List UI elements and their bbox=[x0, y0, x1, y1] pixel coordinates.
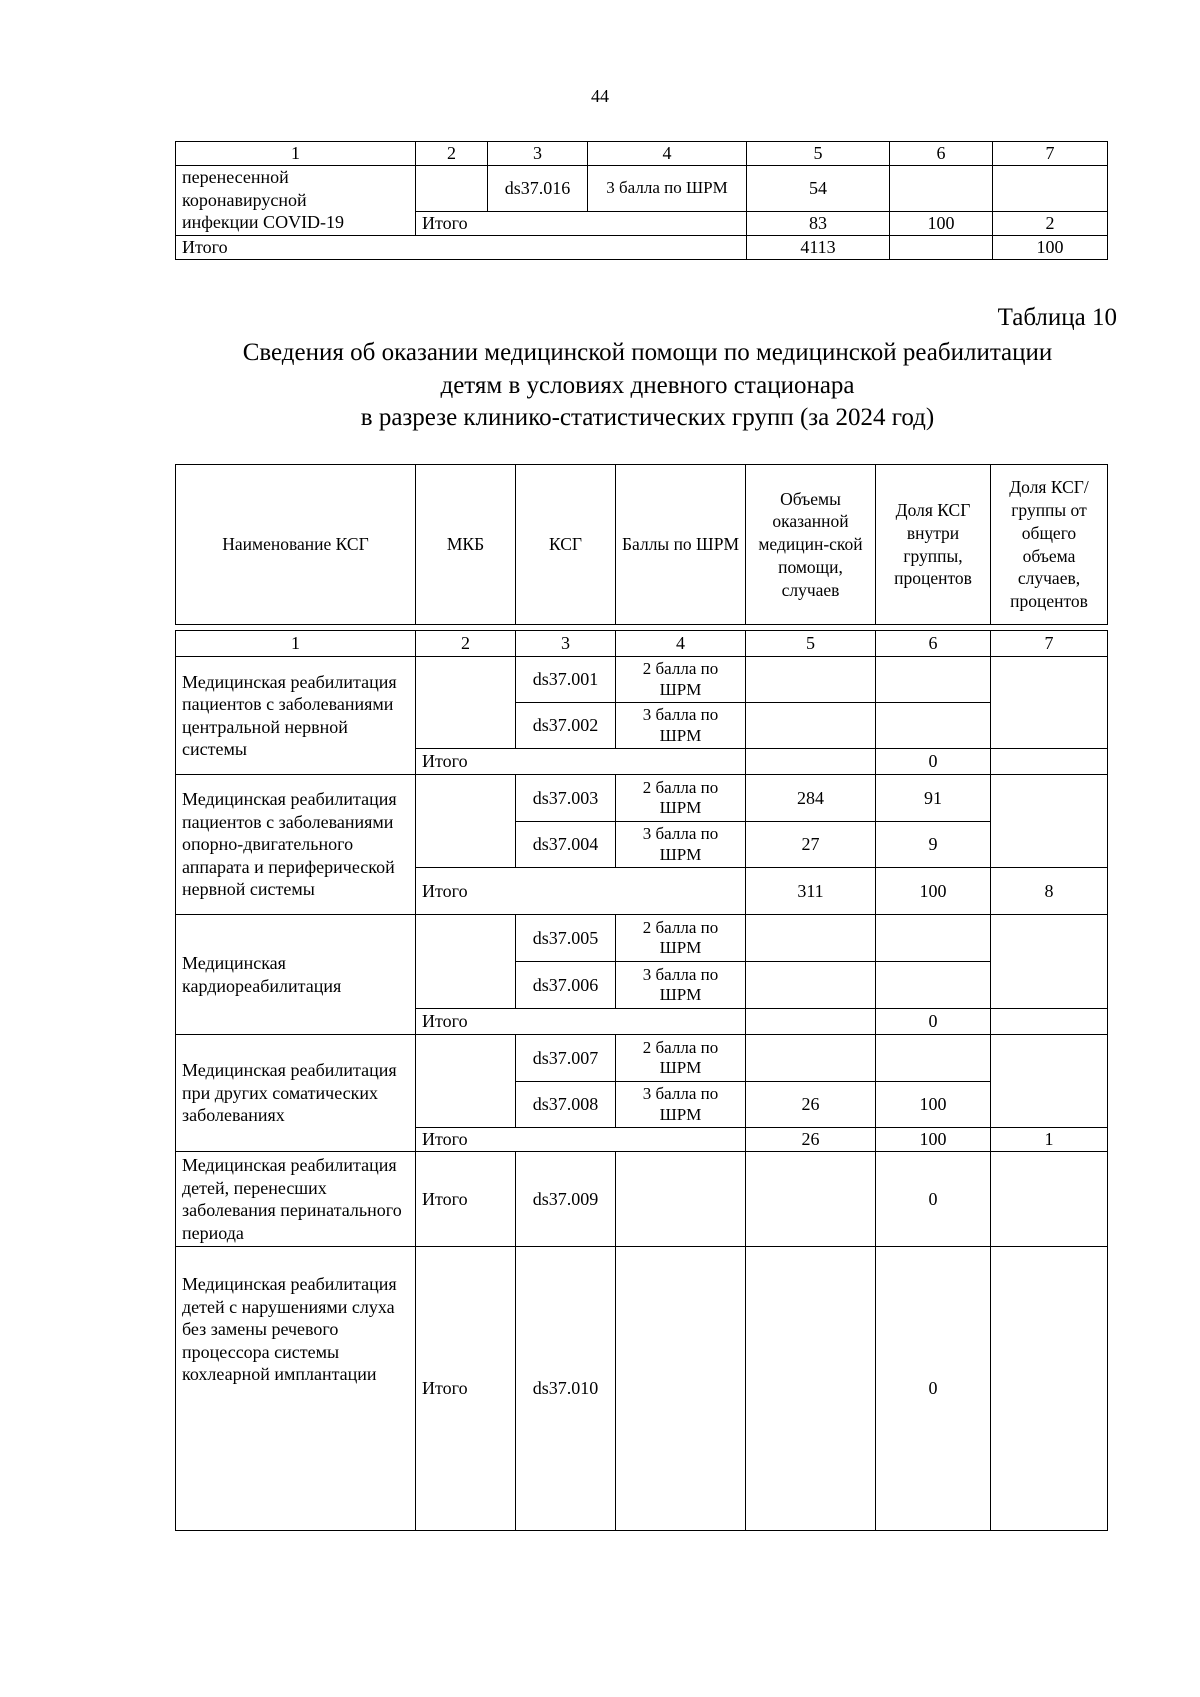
table-row bbox=[176, 1152, 1108, 1247]
ksg-name-line: инфекции COVID-19 bbox=[182, 212, 345, 232]
total-share-empty bbox=[890, 235, 993, 259]
table-row bbox=[176, 1035, 1108, 1082]
share-cell bbox=[876, 1035, 991, 1082]
col-number-5: 5 bbox=[746, 631, 876, 657]
header-total-share: Доля КСГ/ группы от общего объема случаев, процентов bbox=[991, 465, 1108, 625]
subtotal-share: 0 bbox=[876, 749, 991, 775]
ksg-code-cell: ds37.001 bbox=[516, 657, 616, 703]
column-number-row bbox=[176, 142, 1108, 166]
share-cell: 0 bbox=[876, 1247, 991, 1531]
total-row bbox=[176, 235, 1108, 259]
subtotal-total-share: 2 bbox=[993, 212, 1108, 236]
subtotal-volume bbox=[746, 1009, 876, 1035]
total-share-cell bbox=[991, 1035, 1108, 1128]
col-number-2: 2 bbox=[416, 631, 516, 657]
table-row bbox=[176, 166, 1108, 212]
table-title-line: в разрезе клинико-статистических групп (за 2024 год) bbox=[360, 404, 935, 431]
share-cell bbox=[890, 166, 993, 212]
table-title-line: Сведения об оказании медицинской помощи по медицинской реабилитации bbox=[242, 339, 1053, 366]
total-share: 100 bbox=[993, 235, 1108, 259]
table-number: Таблица 10 bbox=[997, 304, 1117, 331]
volume-cell: 27 bbox=[746, 822, 876, 868]
subtotal-label: Итого bbox=[416, 1009, 746, 1035]
subtotal-total-share bbox=[991, 1009, 1108, 1035]
page-number: 44 bbox=[591, 86, 609, 106]
ksg-name-cell: Медицинская реабилитация пациентов с заболеваниями опорно-двигательного аппарата и периферической нервной системы bbox=[176, 775, 416, 915]
share-cell: 0 bbox=[876, 1152, 991, 1247]
col-number-2: 2 bbox=[416, 142, 488, 166]
subtotal-total-share bbox=[991, 749, 1108, 775]
continuation-table bbox=[175, 141, 1108, 260]
table-row bbox=[176, 775, 1108, 822]
subtotal-label: Итого bbox=[416, 212, 747, 236]
ksg-code-cell: ds37.010 bbox=[516, 1247, 616, 1531]
col-number-4: 4 bbox=[588, 142, 747, 166]
subtotal-share: 0 bbox=[876, 1009, 991, 1035]
score-cell: 2 балла по ШРМ bbox=[616, 915, 746, 962]
subtotal-share: 100 bbox=[890, 212, 993, 236]
subtotal-volume: 26 bbox=[746, 1128, 876, 1152]
total-share-cell bbox=[991, 1247, 1108, 1531]
ksg-name-cell: Медицинская реабилитация детей, перенесших заболевания перинатального периода bbox=[176, 1152, 416, 1247]
col-number-6: 6 bbox=[890, 142, 993, 166]
volume-cell bbox=[746, 703, 876, 749]
ksg-code-cell: ds37.005 bbox=[516, 915, 616, 962]
col-number-3: 3 bbox=[516, 631, 616, 657]
score-cell: 2 балла по ШРМ bbox=[616, 1035, 746, 1082]
mkb-cell bbox=[416, 915, 516, 1009]
table-row bbox=[176, 657, 1108, 703]
column-number-row bbox=[176, 631, 1108, 657]
total-label: Итого bbox=[176, 235, 747, 259]
ksg-name-cell bbox=[176, 1247, 416, 1531]
share-cell bbox=[876, 703, 991, 749]
col-number-1: 1 bbox=[176, 142, 416, 166]
header-score: Баллы по ШРМ bbox=[616, 465, 746, 625]
volume-cell: 284 bbox=[746, 775, 876, 822]
share-cell: 9 bbox=[876, 822, 991, 868]
mkb-cell: Итого bbox=[416, 1247, 516, 1531]
table-title bbox=[175, 337, 1120, 435]
col-number-4: 4 bbox=[616, 631, 746, 657]
total-share-cell bbox=[991, 775, 1108, 868]
header-ksg-name: Наименование КСГ bbox=[176, 465, 416, 625]
volume-cell bbox=[746, 657, 876, 703]
subtotal-label: Итого bbox=[416, 749, 746, 775]
ksg-code-cell: ds37.009 bbox=[516, 1152, 616, 1247]
mkb-cell: Итого bbox=[416, 1152, 516, 1247]
score-cell: 3 балла по ШРМ bbox=[588, 166, 747, 212]
ksg-name-line: коронавирусной bbox=[182, 189, 307, 210]
share-cell: 100 bbox=[876, 1082, 991, 1128]
table-row bbox=[176, 1247, 1108, 1531]
subtotal-volume bbox=[746, 749, 876, 775]
score-cell: 3 балла по ШРМ bbox=[616, 962, 746, 1009]
subtotal-label: Итого bbox=[416, 868, 746, 915]
header-ksg: КСГ bbox=[516, 465, 616, 625]
subtotal-share: 100 bbox=[876, 1128, 991, 1152]
volume-cell bbox=[746, 915, 876, 962]
mkb-cell bbox=[416, 775, 516, 868]
total-share-cell bbox=[991, 657, 1108, 749]
ksg-code-cell: ds37.003 bbox=[516, 775, 616, 822]
subtotal-label: Итого bbox=[416, 1128, 746, 1152]
ksg-name-cell bbox=[176, 166, 416, 236]
mkb-cell bbox=[416, 657, 516, 749]
ksg-code-cell: ds37.008 bbox=[516, 1082, 616, 1128]
ksg-name-cell: Медицинская реабилитация пациентов с заболеваниями центральной нервной системы bbox=[176, 657, 416, 775]
mkb-cell bbox=[416, 166, 488, 212]
score-cell bbox=[616, 1247, 746, 1531]
subtotal-volume: 83 bbox=[747, 212, 890, 236]
subtotal-volume: 311 bbox=[746, 868, 876, 915]
volume-cell bbox=[746, 962, 876, 1009]
total-share-cell bbox=[993, 166, 1108, 212]
col-number-7: 7 bbox=[993, 142, 1108, 166]
share-cell bbox=[876, 962, 991, 1009]
table-row bbox=[176, 915, 1108, 962]
ksg-code-cell: ds37.016 bbox=[488, 166, 588, 212]
table-header bbox=[175, 464, 1108, 625]
header-volume: Объемы оказанной медицин-ской помощи, случаев bbox=[746, 465, 876, 625]
score-cell: 2 балла по ШРМ bbox=[616, 775, 746, 822]
volume-cell: 26 bbox=[746, 1082, 876, 1128]
score-cell: 3 балла по ШРМ bbox=[616, 822, 746, 868]
col-number-7: 7 bbox=[991, 631, 1108, 657]
col-number-5: 5 bbox=[747, 142, 890, 166]
table-title-line: детям в условиях дневного стационара bbox=[440, 371, 855, 399]
score-cell: 3 балла по ШРМ bbox=[616, 1082, 746, 1128]
ksg-name-cell: Медицинская кардиореабилитация bbox=[176, 915, 416, 1035]
col-number-6: 6 bbox=[876, 631, 991, 657]
total-share-cell bbox=[991, 915, 1108, 1009]
volume-cell bbox=[746, 1152, 876, 1247]
col-number-3: 3 bbox=[488, 142, 588, 166]
header-mkb: МКБ bbox=[416, 465, 516, 625]
ksg-name-text: Медицинская реабилитация детей с нарушениями слуха без замены речевого процессора системы кохлеарной имплантации bbox=[182, 1274, 397, 1384]
mkb-cell bbox=[416, 1035, 516, 1128]
ksg-code-cell: ds37.004 bbox=[516, 822, 616, 868]
ksg-code-cell: ds37.002 bbox=[516, 703, 616, 749]
total-share-cell bbox=[991, 1152, 1108, 1247]
subtotal-share: 100 bbox=[876, 868, 991, 915]
subtotal-total-share: 8 bbox=[991, 868, 1108, 915]
score-cell: 3 балла по ШРМ bbox=[616, 703, 746, 749]
volume-cell: 54 bbox=[747, 166, 890, 212]
score-cell: 2 балла по ШРМ bbox=[616, 657, 746, 703]
volume-cell bbox=[746, 1247, 876, 1531]
total-volume: 4113 bbox=[747, 235, 890, 259]
volume-cell bbox=[746, 1035, 876, 1082]
ksg-name-cell: Медицинская реабилитация при других соматических заболеваниях bbox=[176, 1035, 416, 1152]
col-number-1: 1 bbox=[176, 631, 416, 657]
share-cell bbox=[876, 915, 991, 962]
ksg-code-cell: ds37.007 bbox=[516, 1035, 616, 1082]
subtotal-total-share: 1 bbox=[991, 1128, 1108, 1152]
score-cell bbox=[616, 1152, 746, 1247]
share-cell: 91 bbox=[876, 775, 991, 822]
data-table bbox=[175, 630, 1108, 1531]
share-cell bbox=[876, 657, 991, 703]
header-share: Доля КСГ внутри группы, процентов bbox=[876, 465, 991, 625]
ksg-name-line: перенесенной bbox=[182, 167, 289, 187]
ksg-code-cell: ds37.006 bbox=[516, 962, 616, 1009]
